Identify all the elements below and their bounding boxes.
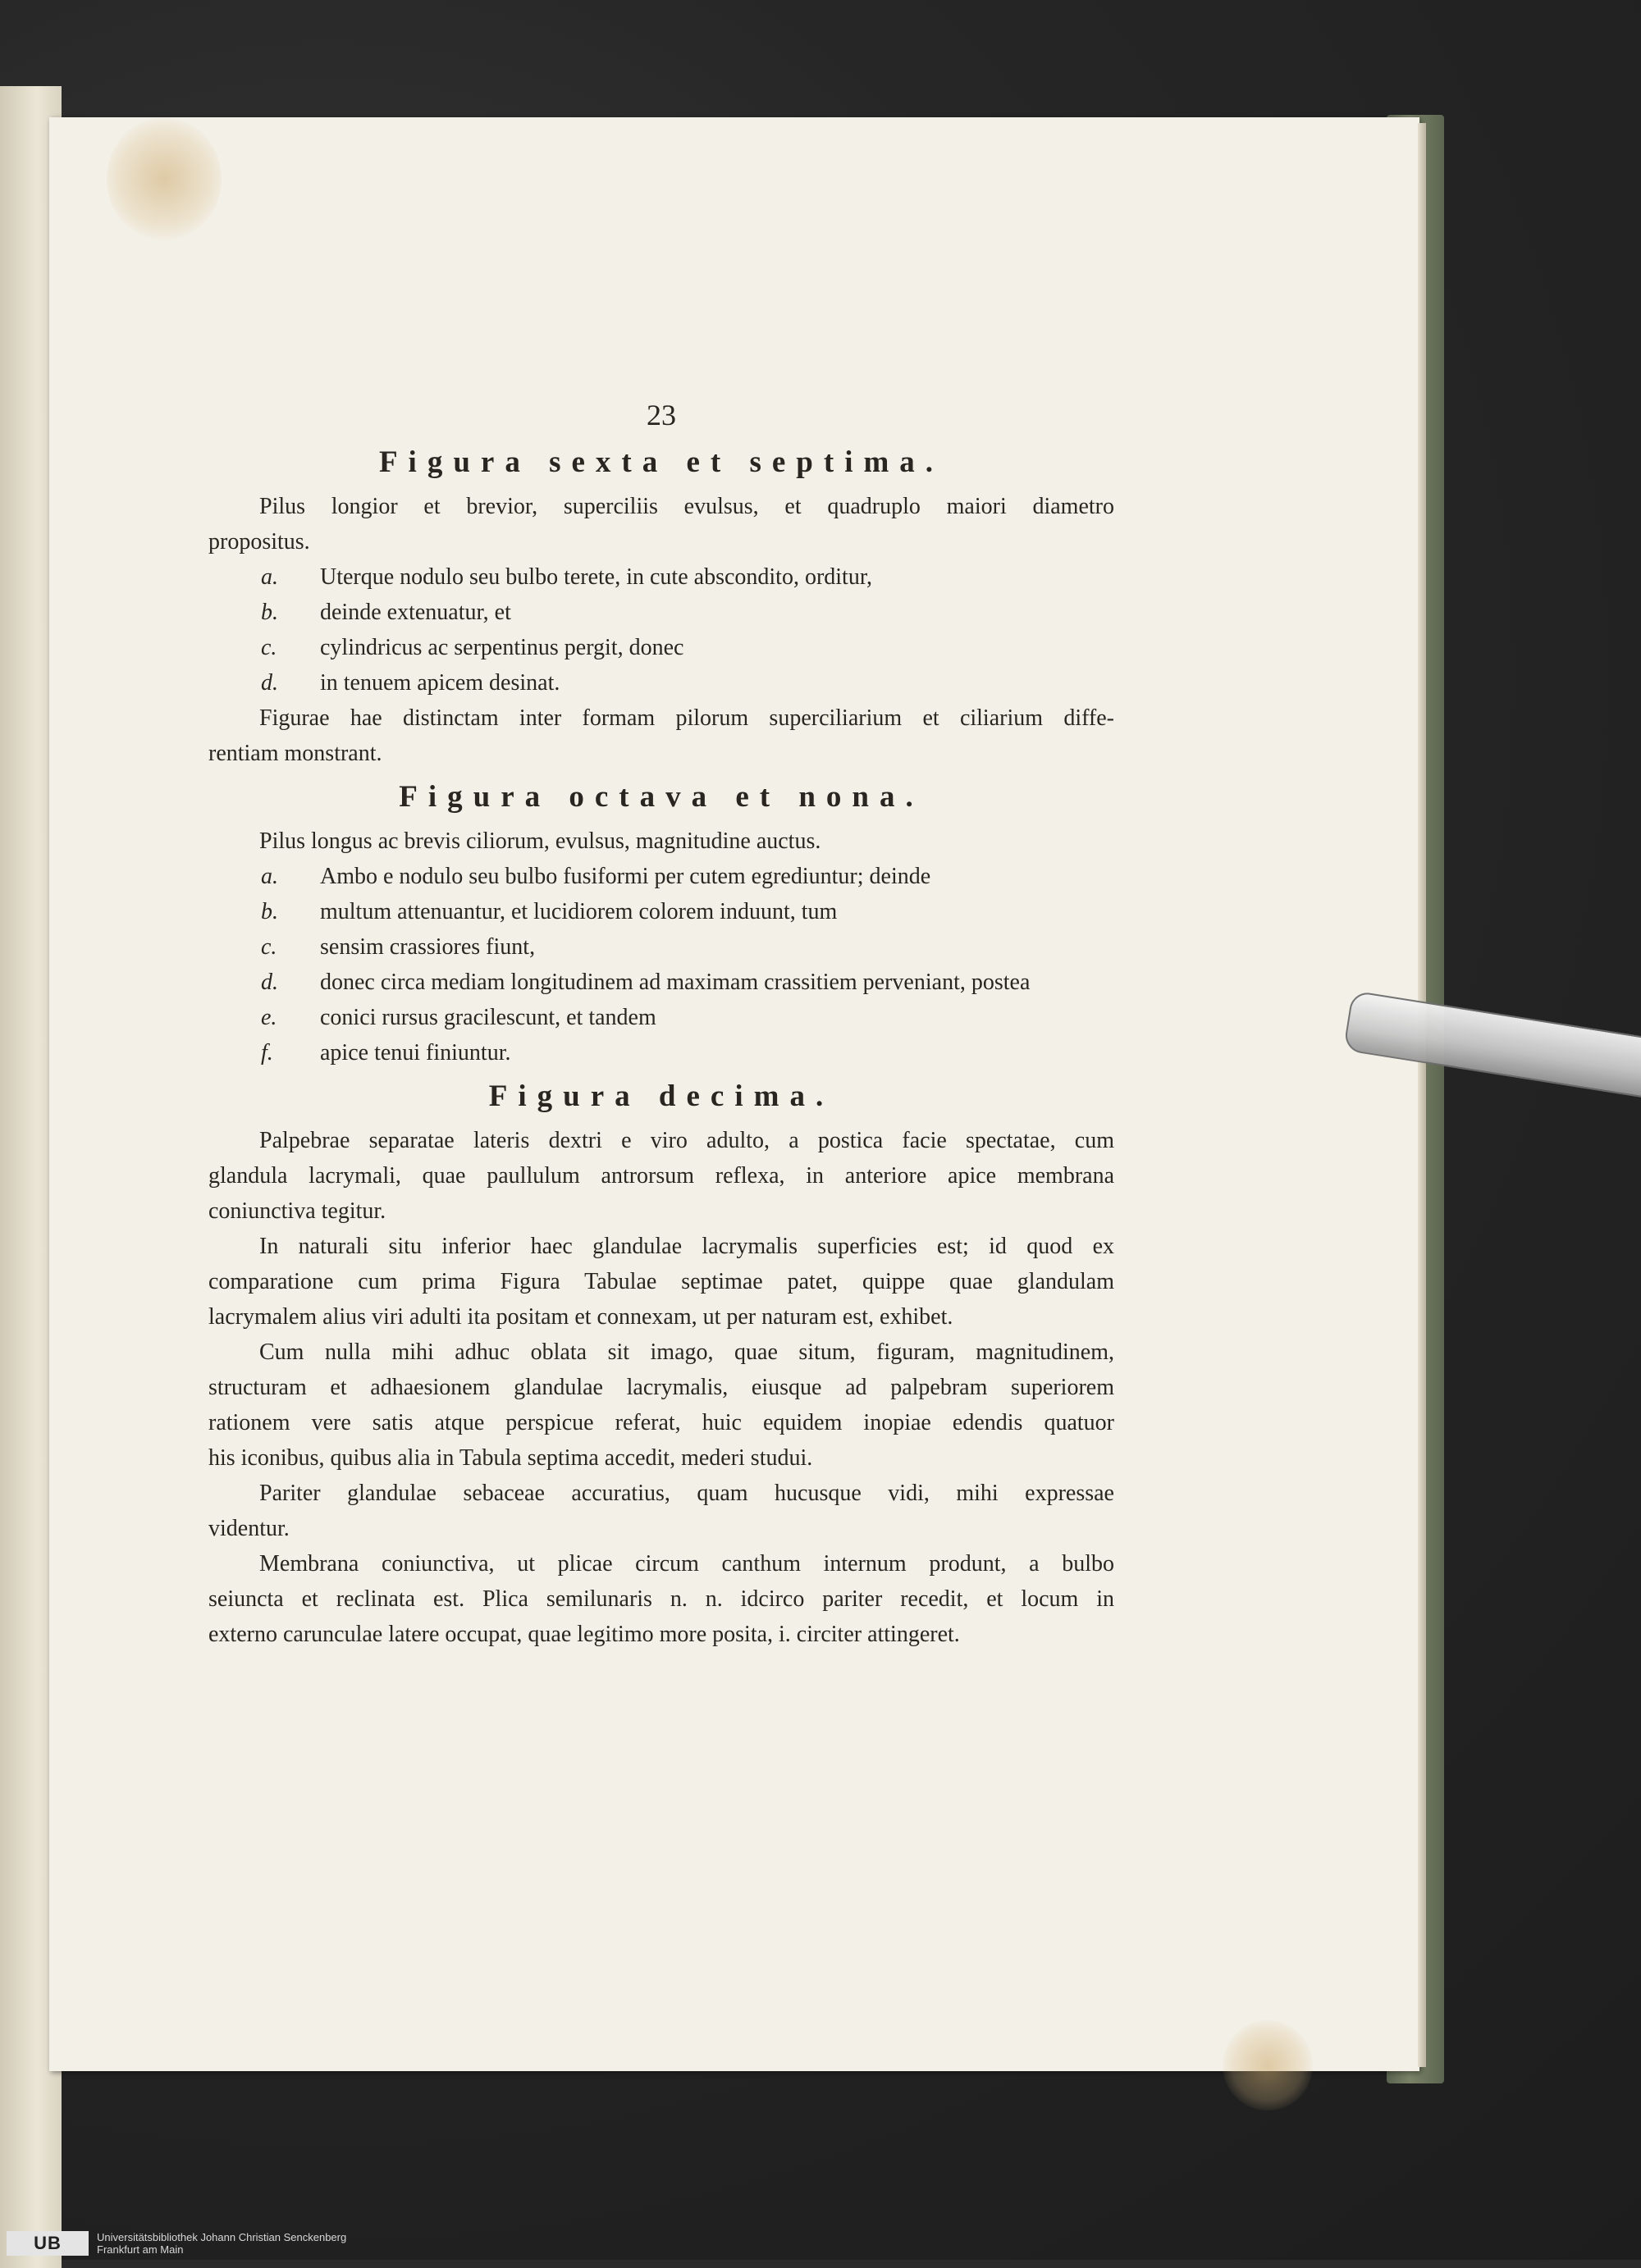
item-text: sensim crassiores fiunt, (320, 934, 536, 960)
text-line: rentiam monstrant. (208, 741, 382, 766)
item-label: b. (261, 899, 278, 924)
item-text: donec circa mediam longitudinem ad maximam crassitiem perveniant, postea (320, 970, 1031, 995)
item-text: in tenuem apicem desinat. (320, 670, 560, 696)
library-footer (7, 2231, 346, 2256)
text-line: his iconibus, quibus alia in Tabula septima accedit, mederi studui. (208, 1445, 813, 1471)
text-line: Pilus longior et brevior, superciliis evulsus, et quadruplo maiori diametro (259, 494, 1114, 519)
list-item (208, 1035, 1114, 1070)
text-line: Pariter glandulae sebaceae accuratius, quam hucusque vidi, mihi expressae (259, 1481, 1114, 1506)
text-line: structuram et adhaesionem glandulae lacrymalis, eiusque ad palpebram superiorem (208, 1375, 1114, 1400)
list-item (208, 559, 1114, 595)
item-label: f. (261, 1040, 273, 1066)
paragraph (208, 1335, 1114, 1476)
item-label: a. (261, 564, 278, 590)
item-text: deinde extenuatur, et (320, 600, 511, 625)
paragraph (208, 489, 1114, 559)
text-line: In naturali situ inferior haec glandulae lacrymalis superficies est; id quod ex (259, 1234, 1114, 1259)
list-item (208, 894, 1114, 929)
text-line: seiuncta et reclinata est. Plica semilunaris n. n. idcirco pariter recedit, et locum in (208, 1586, 1114, 1612)
page-text (208, 394, 1114, 1652)
item-text: apice tenui finiuntur. (320, 1040, 511, 1066)
item-text: multum attenuantur, et lucidiorem colorem induunt, tum (320, 899, 838, 924)
item-label: d. (261, 970, 278, 995)
list-item (208, 929, 1114, 965)
text-line: comparatione cum prima Figura Tabulae septimae patet, quippe quae glandulam (208, 1269, 1114, 1294)
text-line: Figurae hae distinctam inter formam pilorum superciliarium et ciliarium diffe- (259, 705, 1114, 731)
item-text: cylindricus ac serpentinus pergit, donec (320, 635, 684, 660)
item-label: c. (261, 635, 277, 660)
paragraph (208, 1476, 1114, 1546)
item-label: e. (261, 1005, 277, 1030)
paragraph (208, 700, 1114, 771)
text-line: Palpebrae separatae lateris dextri e viro adulto, a postica facie spectatae, cum (259, 1128, 1114, 1153)
list-item (208, 965, 1114, 1000)
text-line: Cum nulla mihi adhuc oblata sit imago, quae situm, figuram, magnitudinem, (259, 1339, 1114, 1365)
list-item (208, 595, 1114, 630)
paragraph (208, 1229, 1114, 1335)
paragraph (208, 824, 1114, 859)
text-line: videntur. (208, 1516, 290, 1541)
list-item (208, 1000, 1114, 1035)
section-heading: Figura octava et nona. (399, 780, 924, 814)
item-text: Uterque nodulo seu bulbo terete, in cute abscondito, orditur, (320, 564, 873, 590)
library-name-line1: Universitätsbibliothek Johann Christian Senckenberg (97, 2231, 347, 2243)
text-line: externo carunculae latere occupat, quae legitimo more posita, i. circiter attingeret. (208, 1622, 960, 1647)
paragraph (208, 1123, 1114, 1229)
text-line: coniunctiva tegitur. (208, 1198, 386, 1224)
ub-logo: UB (7, 2231, 89, 2256)
text-line: Pilus longus ac brevis ciliorum, evulsus, magnitudine auctus. (259, 828, 821, 854)
list-item (208, 665, 1114, 700)
text-line: rationem vere satis atque perspicue referat, huic equidem inopiae edendis quatuor (208, 1410, 1114, 1435)
item-label: c. (261, 934, 277, 960)
item-text: Ambo e nodulo seu bulbo fusiformi per cutem egrediuntur; deinde (320, 864, 931, 889)
paragraph (208, 1546, 1114, 1652)
item-label: a. (261, 864, 278, 889)
section-heading: Figura sexta et septima. (378, 445, 944, 479)
foxing-stain (107, 117, 222, 240)
foxing-stain (1223, 2020, 1313, 2111)
list-item (208, 630, 1114, 665)
page-edge (1418, 123, 1426, 2067)
item-label: b. (261, 600, 278, 625)
list-item (208, 859, 1114, 894)
text-line: lacrymalem alius viri adulti ita positam et connexam, ut per naturam est, exhibet. (208, 1304, 953, 1330)
library-name-line2: Frankfurt am Main (97, 2243, 184, 2256)
library-name (97, 2231, 346, 2256)
text-line: Membrana coniunctiva, ut plicae circum canthum internum produnt, a bulbo (259, 1551, 1114, 1577)
section-heading: Figura decima. (488, 1079, 834, 1113)
item-text: conici rursus gracilescunt, et tandem (320, 1005, 656, 1030)
text-line: propositus. (208, 529, 310, 554)
text-line: glandula lacrymali, quae paullulum antrorsum reflexa, in anteriore apice membrana (208, 1163, 1114, 1189)
item-label: d. (261, 670, 278, 696)
page-number: 23 (647, 399, 676, 431)
